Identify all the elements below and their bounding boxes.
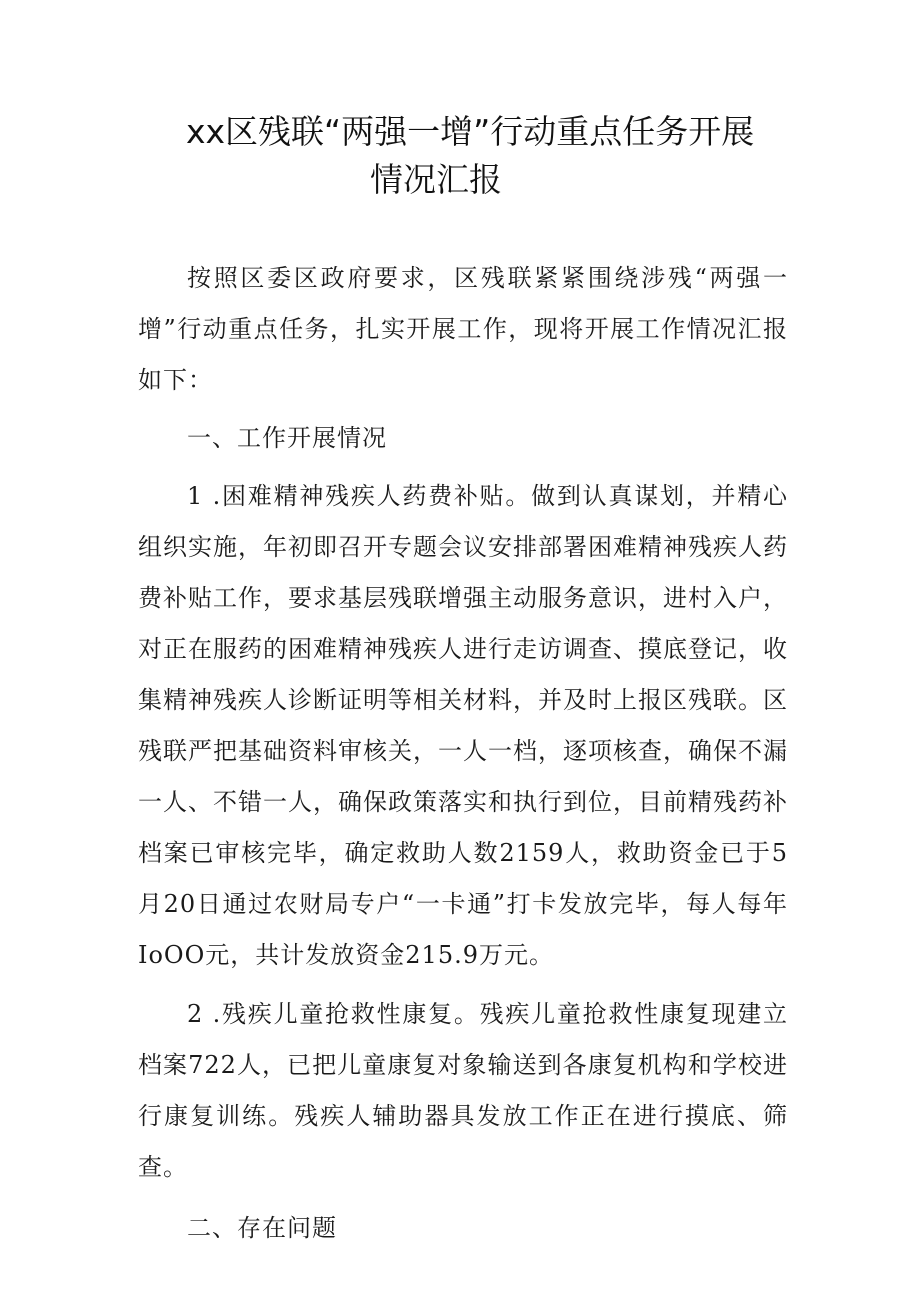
section-heading-1: 一、工作开展情况 xyxy=(187,424,387,452)
title-line-2: 情况汇报 xyxy=(370,160,502,199)
title-line-1: xx区残联“两强一增”行动重点任务开展 xyxy=(186,112,755,151)
item-paragraph-1: 1 .困难精神残疾人药费补贴。做到认真谋划，并精心组织实施，年初即召开专题会议安排部署困难精神残疾人药费补贴工作，要求基层残联增强主动服务意识，进村入户，对正在服药的困难精神残疾人进行走访调查、摸底登记，收集精神残疾人诊断证明等相关材料，并及时上报区残联。区残联严把基础资料审核关，一人一档，逐项核查，确保不漏一人、不错一人，确保政策落实和执行到位，目前精残药补档案已审核完毕，确定救助人数2159人，救助资金已于5月20日通过农财局专户“一卡通”打卡发放完毕，每人每年IoOO元，共计发放资金215.9万元。 xyxy=(138,482,788,969)
item-paragraph-2: 2 .残疾儿童抢救性康复。残疾儿童抢救性康复现建立档案722人，已把儿童康复对象输送到各康复机构和学校进行康复训练。残疾人辅助器具发放工作正在进行摸底、筛查。 xyxy=(138,1000,788,1181)
document-title xyxy=(170,108,810,204)
intro-paragraph: 按照区委区政府要求，区残联紧紧围绕涉残“两强一增”行动重点任务，扎实开展工作，现将开展工作情况汇报如下： xyxy=(138,264,788,394)
document-body xyxy=(138,253,788,1261)
section-heading-2: 二、存在问题 xyxy=(187,1214,337,1242)
